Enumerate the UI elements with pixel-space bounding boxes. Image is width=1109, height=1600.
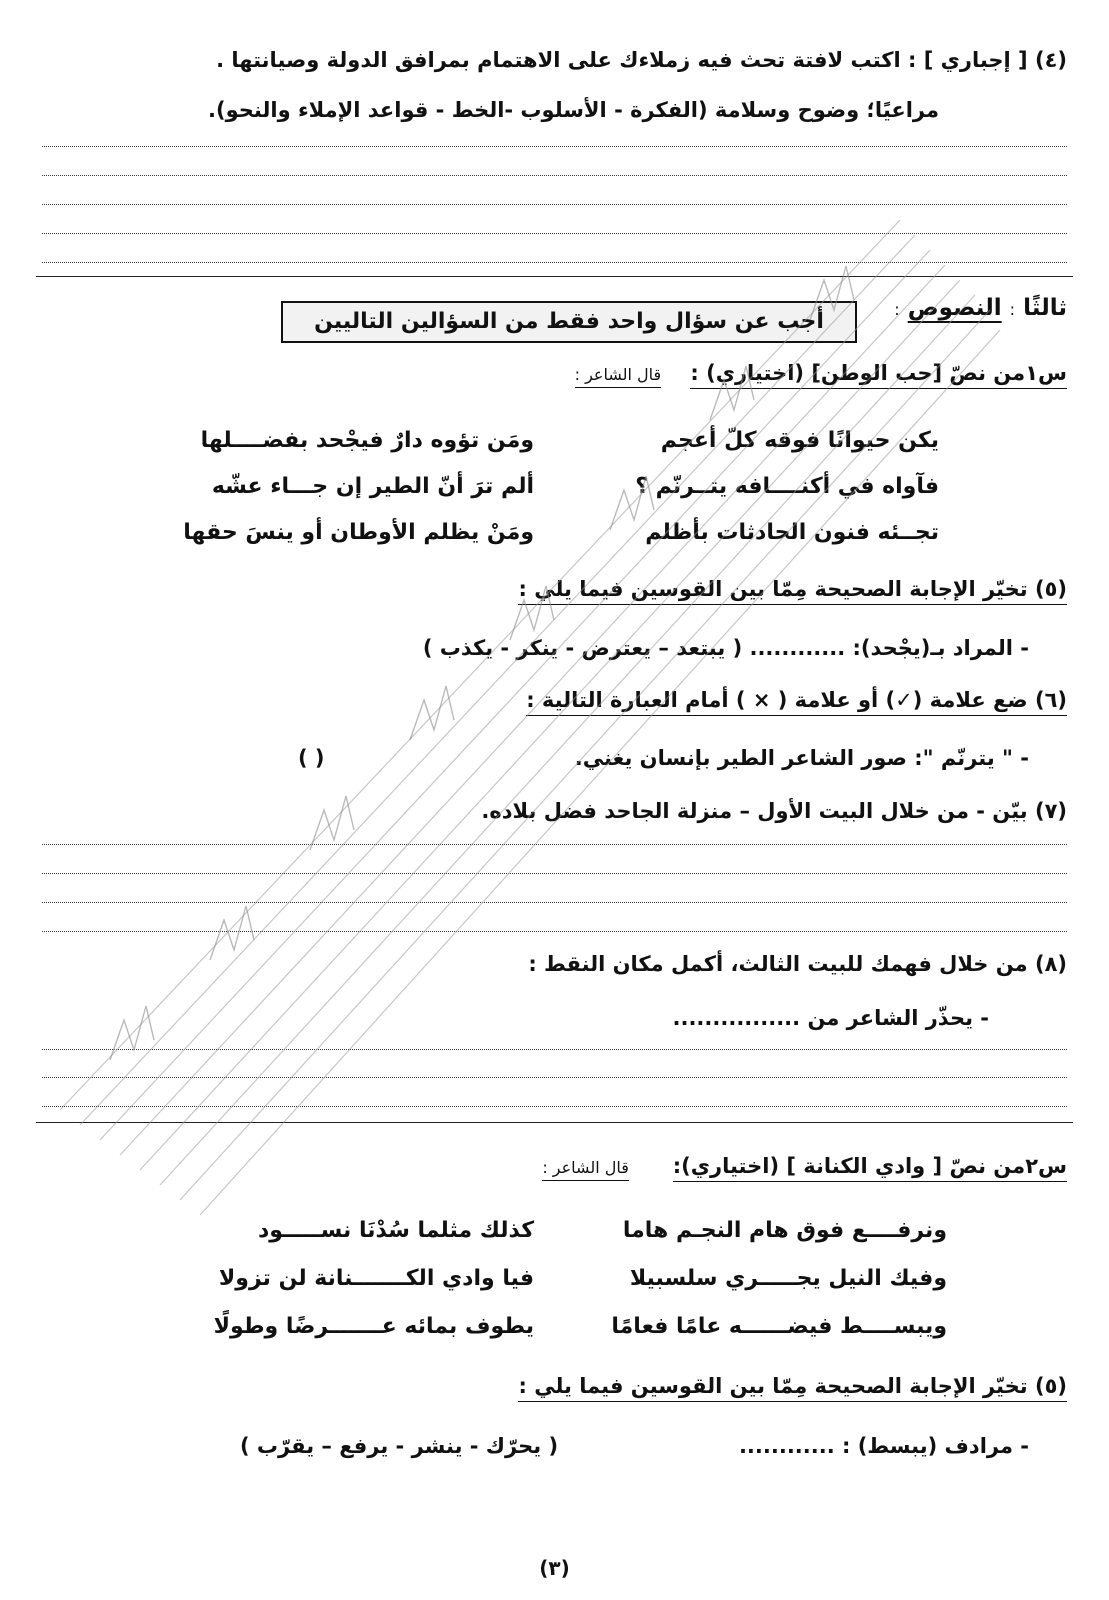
section-divider [36, 1122, 1073, 1123]
q1-q5-heading: (٥) تخيّر الإجابة الصحيحة مِمّا بين القوسين فيما يلي : [518, 577, 1067, 605]
q1-verse-1-second: يكن حيوانًا فوقه كلّ أعجم [660, 428, 939, 453]
section3-prefix: ثالثًا [1023, 295, 1067, 321]
q1-q8-item: - يحذّر الشاعر من ................ [672, 1006, 989, 1030]
q1-verse-2-first: ألم ترَ أنّ الطير إن جـــاء عشّه [211, 474, 534, 499]
q1-q6-heading: (٦) ضع علامة (✓) أو علامة ( × ) أمام العبارة التالية : [526, 688, 1067, 716]
instruction-box: أجب عن سؤال واحد فقط من السؤالين التاليين [281, 301, 857, 343]
section3-separator: : [1009, 300, 1016, 319]
q1-q6-answer-box[interactable]: ( ) [298, 746, 325, 770]
q1-verse-1-first: ومَن تؤوه دارٌ فيجْحد بفضــــلها [200, 428, 534, 453]
answer-line[interactable] [42, 844, 1067, 845]
answer-line[interactable] [42, 262, 1067, 263]
q2-q5-heading-row [42, 1374, 1067, 1399]
q4-prompt: (٤) [ إجباري ] : اكتب لافتة تحث فيه زملاءك على الاهتمام بمرافق الدولة وصيانتها . [216, 48, 1067, 72]
section3-colon: : [894, 300, 900, 319]
q1-q7-heading: (٧) بيّن - من خلال البيت الأول – منزلة الجاحد فضل بلاده. [481, 799, 1067, 823]
q2-verse-3-second: ويبســــط فيضــــــه عامًا فعامًا [611, 1314, 947, 1339]
q1-q5-item: - المراد بـ(يجْحد): ............ ( يبتعد – يعترض - ينكر - يكذب ) [422, 636, 1029, 660]
q2-heading: س٢من نصّ [ وادي الكنانة ] (اختياري): [673, 1154, 1067, 1182]
answer-line[interactable] [42, 1049, 1067, 1050]
answer-line[interactable] [42, 204, 1067, 205]
q2-poet-label: قال الشاعر : [542, 1158, 629, 1181]
q1-heading-row [42, 361, 1067, 386]
q2-verse-3-first: يطوف بمائه عـــــــرضًا وطولًا [213, 1314, 534, 1339]
answer-line[interactable] [42, 1106, 1067, 1107]
q1-poet-label: قال الشاعر : [575, 365, 662, 388]
q1-q8-heading: (٨) من خلال فهمك للبيت الثالث، أكمل مكان النقط : [528, 952, 1067, 976]
q4-criteria: مراعيًا؛ وضوح وسلامة (الفكرة - الأسلوب -الخط - قواعد الإملاء والنحو). [208, 98, 939, 122]
q1-heading: س١من نصّ [حب الوطن] (اختياري) : [690, 361, 1067, 389]
q1-verse-2-second: فآواه في أكنــــافه يتــرنّم ؟ [635, 474, 939, 499]
q1-q5-heading-row [42, 577, 1067, 602]
q2-verse-2-second: وفيك النيل يجـــــري سلسبيلا [629, 1266, 947, 1291]
q2-verse-2-first: فيا وادي الكـــــــنانة لن تزولا [218, 1266, 534, 1291]
q2-heading-row [42, 1154, 1067, 1179]
q2-q5-options: ( يحرّك - ينشر - يرفع – يقرّب ) [240, 1434, 559, 1458]
answer-line[interactable] [42, 902, 1067, 903]
q1-verse-3-first: ومَنْ يظلم الأوطان أو ينسَ حقها [183, 520, 534, 545]
q1-q6-heading-row [42, 688, 1067, 713]
answer-line[interactable] [42, 146, 1067, 147]
q2-q5-item: - مرادف (يبسط) : ............ [738, 1434, 1029, 1458]
answer-line[interactable] [42, 1077, 1067, 1078]
section3-title: النصوص [907, 295, 1002, 321]
q2-verse-1-second: ونرفــــع فوق هام النجـم هاما [622, 1218, 947, 1243]
q2-verse-1-first: كذلك مثلما سُدْنَا نســـــود [257, 1218, 534, 1243]
section-divider [36, 276, 1073, 277]
answer-line[interactable] [42, 233, 1067, 234]
answer-line[interactable] [42, 931, 1067, 932]
page-number: (٣) [539, 1556, 570, 1580]
answer-line[interactable] [42, 175, 1067, 176]
q2-q5-heading: (٥) تخيّر الإجابة الصحيحة مِمّا بين القوسين فيما يلي : [518, 1374, 1067, 1402]
answer-line[interactable] [42, 873, 1067, 874]
q1-verse-3-second: تجــئه فنون الحادثات بأظلم [645, 520, 939, 545]
q1-q6-item: - " يترنّم ": صور الشاعر الطير بإنسان يغني. [574, 746, 1029, 770]
